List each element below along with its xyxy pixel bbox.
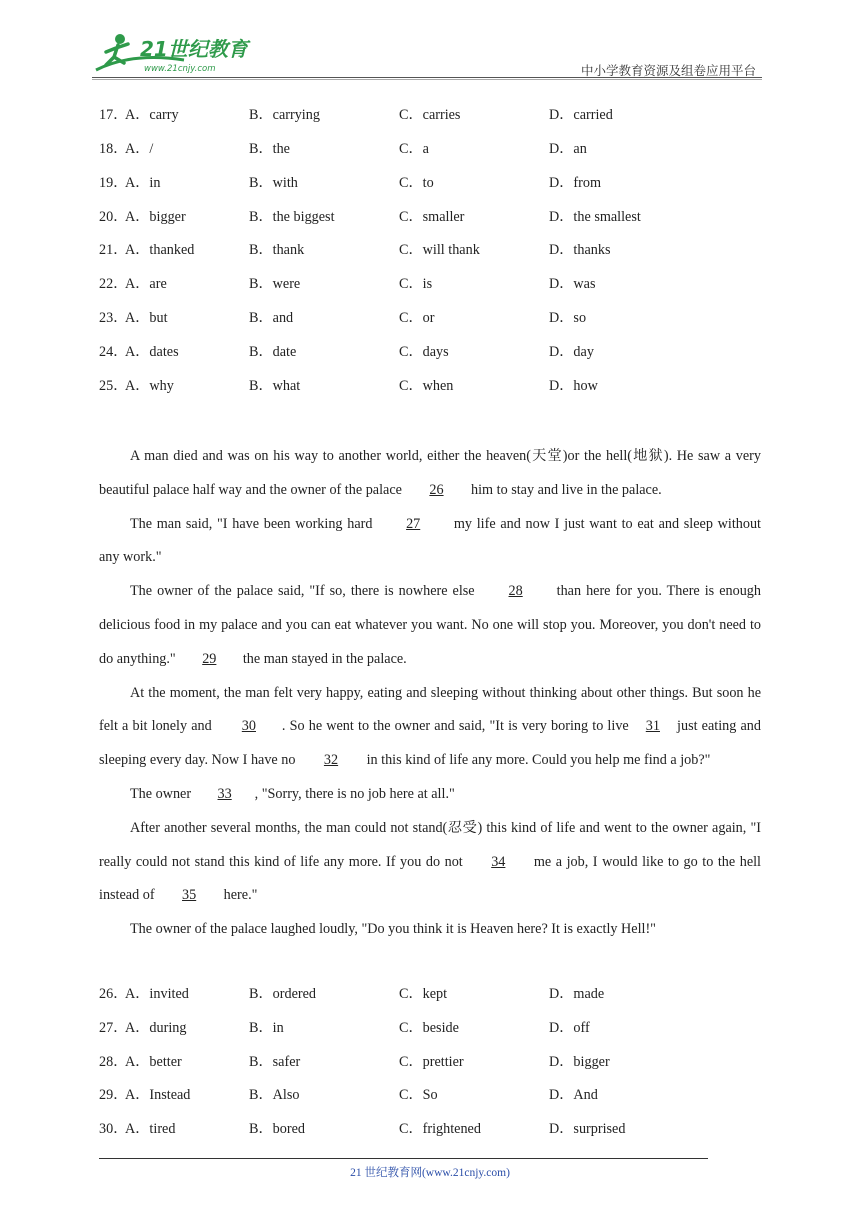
option-b[interactable]: B．carrying (249, 107, 320, 123)
text: here." (220, 887, 258, 904)
cloze-passage (99, 440, 761, 947)
option-c[interactable]: C．a (399, 141, 429, 157)
option-a[interactable]: A．but (125, 310, 168, 326)
option-b[interactable]: B．ordered (249, 986, 316, 1002)
option-c[interactable]: C．will thank (399, 242, 480, 258)
option-a[interactable]: A．why (125, 378, 174, 394)
paragraph-3 (99, 575, 761, 676)
question-number: 30． (99, 1121, 128, 1137)
option-a[interactable]: A．Instead (125, 1087, 191, 1103)
logo-text: 21世纪教育 (140, 37, 248, 61)
option-b[interactable]: B．the (249, 141, 290, 157)
option-b[interactable]: B．Also (249, 1087, 300, 1103)
blank-34[interactable]: 34 (491, 853, 506, 870)
text: . So he went to the owner and said, "It is very boring to live (281, 718, 633, 735)
text: , "Sorry, there is no job here at all." (254, 785, 455, 802)
option-d[interactable]: D．thanks (549, 242, 611, 258)
question-number: 27． (99, 1020, 128, 1036)
option-a[interactable]: A．during (125, 1020, 187, 1036)
blank-30[interactable]: 30 (241, 718, 256, 735)
footer-link[interactable]: 21 世纪教育网(www.21cnjy.com) (350, 1167, 510, 1179)
question-number: 20． (99, 209, 128, 225)
option-b[interactable]: B．what (249, 378, 301, 394)
paragraph-5 (99, 778, 761, 812)
option-b[interactable]: B．thank (249, 242, 305, 258)
option-b[interactable]: B．in (249, 1020, 284, 1036)
option-a[interactable]: A．carry (125, 107, 179, 123)
paragraph-1 (99, 440, 761, 508)
paragraph-4 (99, 677, 761, 778)
option-d[interactable]: D．And (549, 1087, 598, 1103)
text: in this kind of life any more. Could you help me find a job?" (363, 752, 711, 769)
option-d[interactable]: D．so (549, 310, 587, 326)
question-number: 29． (99, 1087, 128, 1103)
option-d[interactable]: D．made (549, 986, 605, 1002)
option-b[interactable]: B．with (249, 175, 298, 191)
option-d[interactable]: D．was (549, 276, 596, 292)
option-c[interactable]: C．beside (399, 1020, 459, 1036)
option-c[interactable]: C．days (399, 344, 449, 360)
option-d[interactable]: D．off (549, 1020, 590, 1036)
option-a[interactable]: A．thanked (125, 242, 195, 258)
option-a[interactable]: A．/ (125, 141, 154, 157)
text: The owner of the palace said, "If so, there is nowhere else (130, 583, 480, 600)
option-c[interactable]: C．kept (399, 986, 448, 1002)
logo-url: www.21cnjy.com (144, 64, 216, 74)
question-number: 21． (99, 242, 128, 258)
blank-33[interactable]: 33 (217, 785, 232, 802)
question-number: 28． (99, 1054, 128, 1070)
option-c[interactable]: C．or (399, 310, 435, 326)
option-a[interactable]: A．in (125, 175, 161, 191)
blank-29[interactable]: 29 (202, 650, 217, 667)
text: The owner (130, 785, 195, 802)
question-number: 19． (99, 175, 128, 191)
option-d[interactable]: D．carried (549, 107, 613, 123)
text: A man died and was on his way to another world, either the heaven(天堂)or the hell(地狱). He saw a very beautiful palace half way and the owner of the palace (99, 448, 761, 498)
header-slogan: 中小学教育资源及组卷应用平台 (580, 63, 756, 78)
paragraph-7: The owner of the palace laughed loudly, "Do you think it is Heaven here? It is exactly Hell!" (130, 921, 656, 938)
option-b[interactable]: B．date (249, 344, 297, 360)
blank-35[interactable]: 35 (182, 887, 197, 904)
option-b[interactable]: B．safer (249, 1054, 301, 1070)
text: me a job, I would like to go to the hell instead of (99, 853, 761, 904)
option-d[interactable]: D．how (549, 378, 598, 394)
blank-27[interactable]: 27 (406, 515, 421, 532)
text: my life and now I just want to eat and sleep without any work." (99, 515, 761, 566)
option-a[interactable]: A．better (125, 1054, 182, 1070)
option-a[interactable]: A．are (125, 276, 167, 292)
option-a[interactable]: A．invited (125, 986, 189, 1002)
question-number: 26． (99, 986, 128, 1002)
option-b[interactable]: B．the biggest (249, 209, 335, 225)
page-header (92, 30, 762, 78)
option-c[interactable]: C．So (399, 1087, 438, 1103)
question-number: 22． (99, 276, 128, 292)
option-d[interactable]: D．day (549, 344, 594, 360)
option-d[interactable]: D．an (549, 141, 587, 157)
logo-21cnjy (92, 30, 262, 76)
blank-28[interactable]: 28 (508, 583, 523, 600)
text: At the moment, the man felt very happy, eating and sleeping without thinking about other things. But soon he felt a bit lonely and (99, 684, 761, 735)
text: him to stay and live in the palace. (467, 481, 662, 498)
option-c[interactable]: C．frightened (399, 1121, 481, 1137)
option-d[interactable]: D．bigger (549, 1054, 610, 1070)
question-number: 18． (99, 141, 128, 157)
option-c[interactable]: C．prettier (399, 1054, 464, 1070)
option-b[interactable]: B．and (249, 310, 294, 326)
text: the man stayed in the palace. (239, 650, 407, 667)
footer-divider (99, 1158, 708, 1159)
option-c[interactable]: C．to (399, 175, 434, 191)
question-number: 25． (99, 378, 128, 394)
blank-26[interactable]: 26 (429, 481, 444, 498)
option-c[interactable]: C．when (399, 378, 454, 394)
option-d[interactable]: D．surprised (549, 1121, 626, 1137)
option-a[interactable]: A．dates (125, 344, 179, 360)
option-c[interactable]: C．is (399, 276, 433, 292)
option-c[interactable]: C．carries (399, 107, 461, 123)
header-divider-thin (92, 79, 762, 80)
option-c[interactable]: C．smaller (399, 209, 465, 225)
option-d[interactable]: D．from (549, 175, 602, 191)
paragraph-2 (99, 508, 761, 576)
header-divider (92, 77, 762, 78)
text: just eating and sleeping every day. Now I have no (99, 718, 761, 769)
text: After another several months, the man could not stand(忍受) this kind of life and went to the owner again, "I really could not stand this kind of life any more. If you do not (99, 819, 761, 870)
option-a[interactable]: A．tired (125, 1121, 176, 1137)
question-number: 23． (99, 310, 128, 326)
question-number: 24． (99, 344, 128, 360)
option-d[interactable]: D．the smallest (549, 209, 641, 225)
question-number: 17． (99, 107, 128, 123)
blank-32[interactable]: 32 (323, 752, 339, 769)
paragraph-6 (99, 812, 761, 913)
option-b[interactable]: B．bored (249, 1121, 305, 1137)
blank-31[interactable]: 31 (645, 718, 660, 735)
text: than here for you. There is enough delicious food in my palace and you can eat whatever you want. No one will stop you. Moreover, you don't need to do anything." (99, 583, 761, 667)
option-a[interactable]: A．bigger (125, 209, 186, 225)
text: The man said, "I have been working hard (130, 515, 378, 532)
option-b[interactable]: B．were (249, 276, 301, 292)
